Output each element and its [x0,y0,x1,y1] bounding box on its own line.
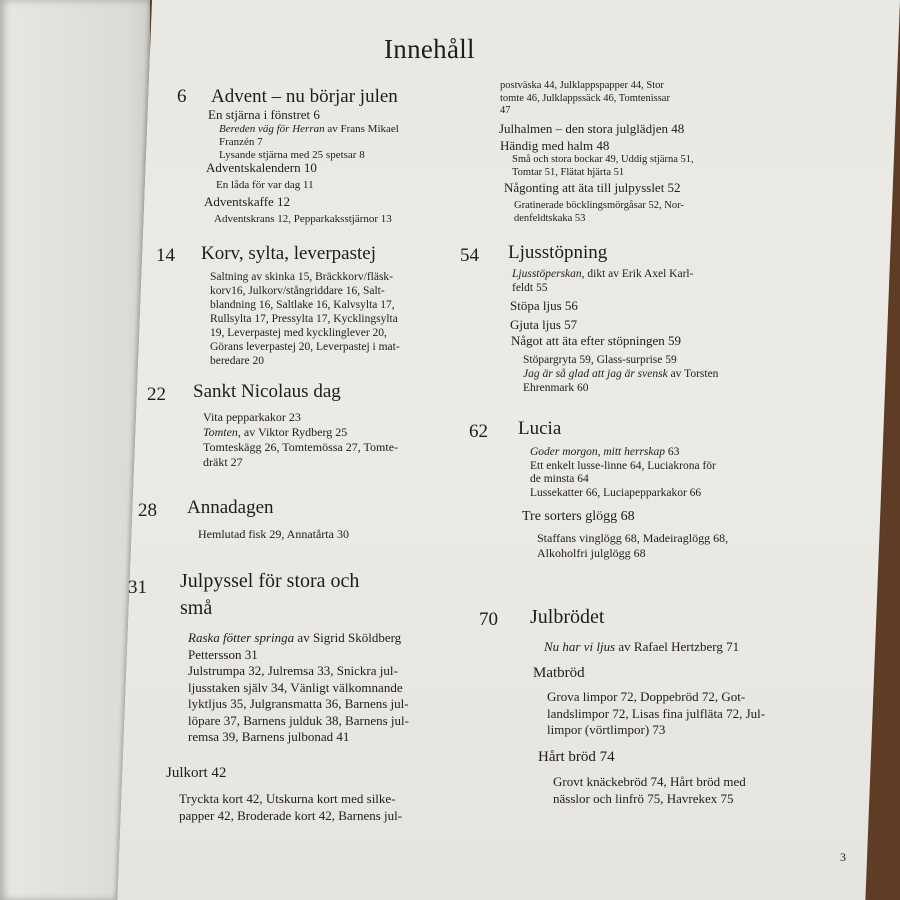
subsection-nagot-att-ata: Något att äta efter stöpningen 59 [511,333,682,348]
subsection-stopa-ljus: Stöpa ljus 56 [510,298,578,313]
entry-line: 47 [500,105,511,116]
section-title-lucia: Lucia [518,418,562,439]
entry-list-lucia [530,446,716,500]
entry-line: Alkoholfri julglögg 68 [537,546,646,560]
section-title-julpyssel-1: Julpyssel för stora och [180,570,360,592]
entry-line: korv16, Julkorv/stångriddare 16, Salt- [210,285,385,297]
entry-line: Lussekatter 66, Luciapepparkakor 66 [530,486,702,499]
entry-line: remsa 39, Barnens julbonad 41 [188,729,350,744]
section-title-nicolaus: Sankt Nicolaus dag [193,381,341,402]
entry-line: 19, Leverpastej med kycklinglever 20, [210,327,387,339]
entry-line: Tomteskägg 26, Tomtemössa 27, Tomte- [203,440,399,454]
entry-line: Tomten, av Viktor Rydberg 25 [203,425,348,439]
entry-line: Staffans vinglögg 68, Madeiraglögg 68, [537,531,729,545]
entry-list-ljus [512,267,693,295]
entry-line: beredare 20 [210,355,264,367]
entry-list-handig-med-halm [512,154,694,179]
entry-list-annadagen [198,527,349,542]
subsection-en-stjarna: En stjärna i fönstret 6 [208,107,320,122]
entry-line: Ett enkelt lusse-linne 64, Luciakrona för [530,459,716,472]
entry-list-en-stjarna [219,123,399,162]
entry-line: löpare 37, Barnens julduk 38, Barnens jul- [188,712,409,728]
section-title-advent: Advent – nu börjar julen [211,86,398,107]
entry-line: Tryckta kort 42, Utskurna kort med silke- [179,791,396,806]
entry-list-nagonting-att-ata [514,200,684,225]
section-number-ljus: 54 [460,245,479,266]
section-number-korv: 14 [156,245,175,266]
entry-line: Nu har vi ljus av Rafael Hertzberg 71 [544,639,740,654]
subsection-julkort: Julkort 42 [166,765,227,781]
subsection-julhalmen: Julhalmen – den stora julglädjen 48 [499,121,685,136]
entry-line: Grova limpor 72, Doppebröd 72, Got- [547,689,746,704]
subsection-tre-sorters-glogg: Tre sorters glögg 68 [522,509,635,524]
section-number-lucia: 62 [469,421,488,442]
section-title-julpyssel-2: små [180,597,213,619]
entry-line: feldt 55 [512,282,548,294]
entry-line: Adventskrans 12, Pepparkaksstjärnor 13 [214,213,392,225]
entry-line: Tomtar 51, Flätat hjärta 51 [512,166,625,178]
section-number-annadagen: 28 [138,500,157,521]
entry-list-glogg [537,531,728,561]
entry-line: Görans leverpastej 20, Leverpastej i mat- [210,341,400,353]
entry-line: denfeldtskaka 53 [514,212,586,224]
entry-list-adventskalendern [216,179,314,192]
section-number-julpyssel: 31 [128,577,147,598]
section-title-ljus: Ljusstöpning [508,242,608,263]
entry-line: Hemlutad fisk 29, Annatårta 30 [198,527,349,541]
section-number-julbrod: 70 [479,609,498,630]
entry-line: papper 42, Broderade kort 42, Barnens jul- [179,807,403,823]
entry-list-julkort [179,791,402,824]
section-number-nicolaus: 22 [147,384,166,405]
entry-line: Ehrenmark 60 [523,382,589,394]
entry-list-hart-brod [553,774,746,807]
entry-list-continued [500,80,670,118]
entry-line: Grovt knäckebröd 74, Hårt bröd med [553,774,746,789]
entry-line: Vita pepparkakor 23 [203,410,301,424]
entry-line: lyktljus 35, Julgransmatta 36, Barnens jul- [188,696,409,711]
entry-line: En låda för var dag 11 [216,179,314,191]
entry-line: Ljusstöperskan, dikt av Erik Axel Karl- [512,268,694,280]
entry-line: Rullsylta 17, Pressylta 17, Kycklingsylta [210,313,398,325]
page-title: Innehåll [384,34,475,64]
entry-line: nässlor och linfrö 75, Havrekex 75 [553,790,734,806]
section-title-annadagen: Annadagen [187,497,274,518]
page-number: 3 [840,850,846,864]
entry-line: Gratinerade böcklingsmörgåsar 52, Nor- [514,200,684,211]
entry-line: Goder morgon, mitt herrskap 63 [530,446,680,458]
section-number-advent: 6 [177,86,187,107]
entry-line: tomte 46, Julklappssäck 46, Tomtenissar [500,92,670,104]
entry-line: Bereden väg för Herran av Frans Mikael [219,123,399,135]
entry-line: Små och stora bockar 49, Uddig stjärna 51, [512,154,694,165]
section-title-julbrod: Julbrödet [530,606,605,628]
entry-list-julpyssel [188,630,409,746]
section-title-korv: Korv, sylta, leverpastej [201,243,376,264]
entry-line: dräkt 27 [203,455,243,469]
subsection-adventskaffe: Adventskaffe 12 [204,194,291,209]
entry-line: blandning 16, Saltlake 16, Kalvsylta 17, [210,299,395,311]
entry-line: landslimpor 72, Lisas fina julfläta 72, Jul- [547,705,766,721]
entry-line: Franzén 7 [219,136,263,148]
subsection-adventskalendern: Adventskalendern 10 [206,160,317,175]
entry-list-nagot-att-ata [523,353,718,395]
entry-line: de minsta 64 [530,473,589,485]
entry-line: Jag är så glad att jag är svensk av Torsten [523,368,719,380]
entry-line: Lysande stjärna med 25 spetsar 8 [219,149,365,161]
entry-line: Saltning av skinka 15, Bräckkorv/fläsk- [210,271,394,283]
entry-line: Raska fötter springa av Sigrid Sköldberg [188,630,402,645]
entry-line: Stöpargryta 59, Glass-surprise 59 [523,354,677,366]
subsection-matbrod: Matbröd [533,665,585,681]
entry-line: Julstrumpa 32, Julremsa 33, Snickra jul- [188,663,398,678]
subsection-handig-med-halm: Händig med halm 48 [500,138,610,153]
entry-line: Pettersson 31 [188,646,258,662]
entry-line: limpor (vörtlimpor) 73 [547,722,666,737]
entry-line: postväska 44, Julklappspapper 44, Stor [500,80,664,91]
entry-line: ljusstaken själv 34, Vänligt välkomnande [188,679,403,695]
entry-list-adventskaffe [214,213,392,226]
entry-list-nicolaus [203,410,398,470]
subsection-nagonting-att-ata: Någonting att äta till julpysslet 52 [504,180,681,195]
entry-list-julbrod-intro [544,639,739,656]
entry-list-matbrod [547,689,765,739]
subsection-hart-brod: Hårt bröd 74 [538,749,615,765]
subsection-gjuta-ljus: Gjuta ljus 57 [510,317,578,332]
entry-list-korv [210,270,400,368]
